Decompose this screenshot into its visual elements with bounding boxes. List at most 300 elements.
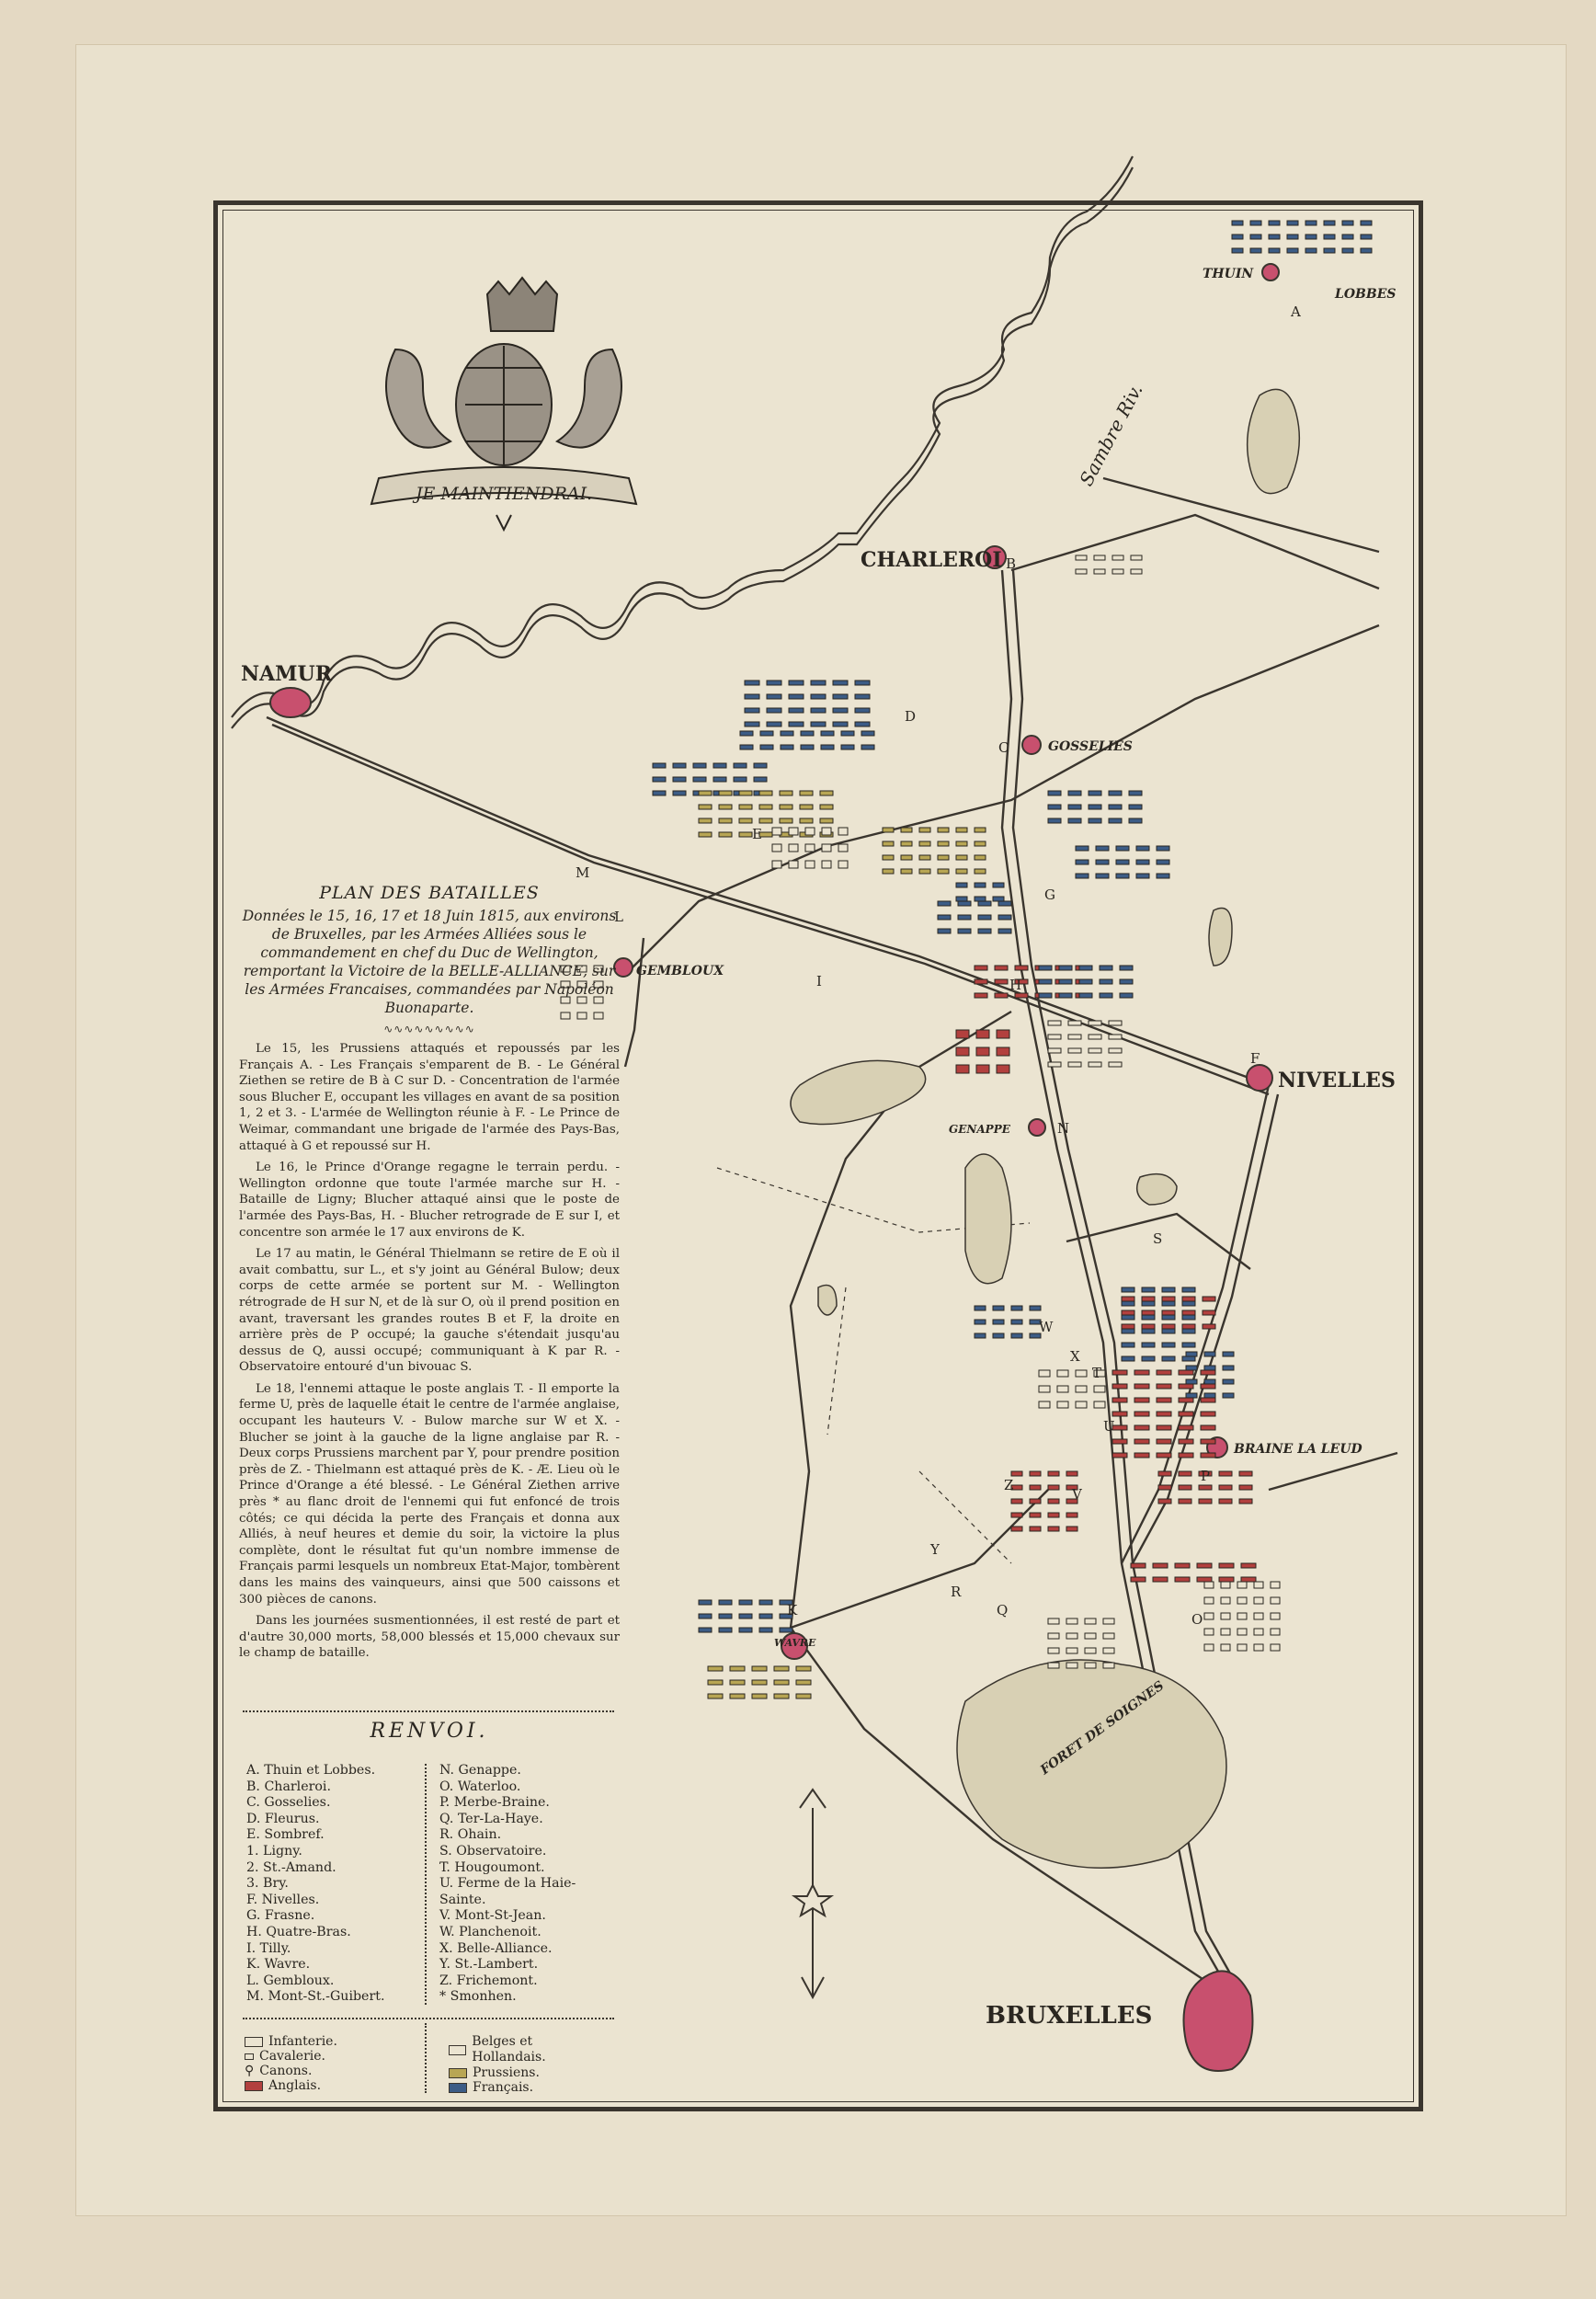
troop-block [1048,1485,1059,1490]
troop-block [1134,1425,1149,1430]
troop-block [958,915,971,920]
troop-block [1039,979,1052,984]
troop-block [780,791,792,795]
position-letter: C [998,739,1009,756]
troop-block [1269,234,1280,239]
position-letter: E [752,826,762,842]
infanterie-swatch [245,2037,263,2047]
troop-block [1182,1310,1195,1315]
belges-swatch [449,2045,466,2055]
troop-block [1162,1356,1175,1361]
troop-block [767,681,781,685]
troop-block [796,1666,811,1671]
troop-block [919,869,930,874]
troop-block [861,745,874,749]
troop-block [855,681,870,685]
troop-block [699,832,712,837]
troop-block [1096,846,1109,851]
troop-block [1136,860,1149,864]
position-letter: N [1057,1120,1070,1137]
troop-block [956,1030,969,1038]
renvoi-entry: K. Wavre. [246,1957,311,1973]
troop-block [956,841,967,846]
position-letter: V [1072,1486,1082,1503]
troop-block [1076,1401,1087,1408]
troop-block [1157,860,1169,864]
troop-block [719,1614,732,1618]
label-nivelles: NIVELLES [1278,1069,1396,1092]
troop-block [1287,221,1298,225]
troop-block [1237,1582,1247,1588]
troop-block [995,966,1008,970]
troop-block [1057,1370,1068,1377]
troop-block [754,777,767,782]
troop-block [1221,1597,1230,1604]
troop-block [1221,1644,1230,1651]
troop-block [1030,1513,1041,1517]
troop-block [1134,1384,1149,1389]
troop-block [752,1666,767,1671]
troop-block [975,883,986,887]
troop-block [772,861,781,868]
troop-block [855,722,870,726]
troop-block [883,841,894,846]
troop-block [1219,1577,1234,1582]
troop-block [699,1614,712,1618]
troop-block [1066,1513,1077,1517]
renvoi-entry: Q. Ter-La-Haye. [439,1811,543,1826]
troop-block [1122,1329,1134,1333]
troop-block [1048,1499,1059,1504]
troop-block [1011,1320,1022,1324]
canon-icon: ⚲ [245,2064,255,2078]
troop-block [1201,1425,1215,1430]
troop-block [1179,1425,1193,1430]
troop-block [1179,1439,1193,1444]
renvoi-entry: G. Frasne. [246,1908,315,1924]
troop-block [883,855,894,860]
troop-block [1204,1582,1214,1588]
troop-block [699,805,712,809]
troop-block [1085,1633,1096,1639]
troop-block [1254,1613,1263,1619]
troop-block [1162,1329,1175,1333]
renvoi-entry: S. Observatoire. [439,1843,547,1859]
troop-block [1162,1301,1175,1306]
troop-block [1239,1485,1252,1490]
troop-block [1122,1297,1134,1301]
troop-block [1030,1306,1041,1310]
label-charleroi: CHARLEROI [861,548,1002,572]
troop-block [1199,1485,1212,1490]
troop-block [998,901,1011,906]
troop-block [789,828,798,835]
troop-block [1142,1301,1155,1306]
town-bruxelles [1184,1971,1253,2071]
troop-block [745,694,759,699]
troop-block [730,1694,745,1699]
troop-block [1076,846,1089,851]
troop-block [1204,1597,1214,1604]
troop-block [1186,1352,1197,1356]
troop-block [752,1680,767,1685]
troop-block [1030,1471,1041,1476]
town-genappe [1029,1119,1045,1136]
troop-block [1142,1315,1155,1320]
troop-block [1048,1633,1059,1639]
position-letter: U [1103,1418,1115,1435]
troop-block [1221,1582,1230,1588]
troop-block [993,883,1004,887]
renvoi-entry: P. Merbe-Braine. [439,1795,550,1811]
troop-block [1076,1370,1087,1377]
troop-block [1237,1613,1247,1619]
troop-block [975,979,987,984]
troop-block [796,1694,811,1699]
position-letter: O [1191,1611,1203,1628]
troop-block [1182,1315,1195,1320]
troop-block [1039,966,1052,970]
troop-block [1324,234,1335,239]
troop-block [956,869,967,874]
troop-block [740,745,753,749]
troop-block [975,1306,986,1310]
troop-block [1122,1343,1134,1347]
troop-block [811,694,826,699]
troop-block [673,791,686,795]
troop-block [1120,993,1133,998]
troop-block [780,805,792,809]
troop-block [883,869,894,874]
troop-block [1153,1577,1168,1582]
troop-block [1287,234,1298,239]
legend [241,2023,618,2095]
renvoi-entry: B. Charleroi. [246,1779,331,1794]
troop-block [752,1694,767,1699]
troop-block [1030,1485,1041,1490]
position-letter: X [1070,1348,1080,1365]
label-lobbes: LOBBES [1335,287,1396,302]
troop-block [978,901,991,906]
label-gembloux: GEMBLOUX [636,964,724,978]
renvoi-entry: U. Ferme de la Haie- [439,1876,576,1892]
troop-block [1361,234,1372,239]
troop-block [1203,1324,1215,1329]
legend-cavalerie: Cavalerie. [245,2049,325,2064]
troop-block [1134,1412,1149,1416]
troop-block [1157,1453,1171,1458]
troop-block [1201,1370,1215,1375]
troop-block [1201,1398,1215,1402]
troop-block [800,791,813,795]
troop-block [739,1614,752,1618]
troop-block [956,897,967,901]
troop-block [1342,248,1353,253]
town-gosselies [1022,736,1041,754]
troop-block [1219,1485,1232,1490]
troop-block [821,745,834,749]
troop-block [1269,248,1280,253]
troop-block [978,929,991,933]
caption-title: PLAN DES BATAILLES [319,883,540,903]
troop-block [760,731,773,736]
troop-block [1048,791,1061,795]
cavalerie-swatch [245,2053,254,2060]
troop-block [1048,1527,1059,1531]
troop-block [919,855,930,860]
troop-block [1158,1499,1171,1504]
renvoi-entry: M. Mont-St.-Guibert. [246,1989,385,2005]
francais-swatch [449,2083,467,2093]
troop-block [1179,1398,1193,1402]
troop-block [719,1600,732,1605]
troop-block [1059,993,1072,998]
troop-block [938,929,951,933]
troop-block [1059,966,1072,970]
town-namur [270,688,311,717]
troop-block [976,1047,989,1056]
troop-block [997,1065,1009,1073]
troop-block [1201,1412,1215,1416]
troop-block [975,1333,986,1338]
troop-block [1162,1310,1175,1315]
troop-block [730,1680,745,1685]
troop-block [1182,1324,1195,1329]
troop-block [1057,1401,1068,1408]
troop-block [1089,818,1101,823]
troop-block [800,818,813,823]
troop-block [1079,993,1092,998]
troop-block [833,722,848,726]
troop-block [1223,1393,1234,1398]
troop-block [1134,1370,1149,1375]
troop-block [1271,1613,1280,1619]
troop-block [1066,1648,1077,1653]
troop-block [1136,874,1149,878]
troop-block [759,818,772,823]
troop-block [1179,1453,1193,1458]
troop-block [1158,1485,1171,1490]
legend-anglais: Anglais. [245,2078,321,2093]
troop-block [1162,1343,1175,1347]
troop-block [958,901,971,906]
troop-block [1039,993,1052,998]
troop-block [1079,966,1092,970]
position-letter: H [1009,977,1022,993]
troop-block [699,1628,712,1632]
troop-block [975,841,986,846]
troop-block [673,763,686,768]
troop-block [767,708,781,713]
troop-block [1287,248,1298,253]
troop-block [1100,993,1112,998]
troop-block [1129,818,1142,823]
troop-block [1142,1329,1155,1333]
troop-block [772,828,781,835]
troop-block [1142,1324,1155,1329]
troop-block [693,777,706,782]
troop-block [975,897,986,901]
troop-block [745,722,759,726]
battle-caption [239,883,620,1667]
troop-block [1182,1297,1195,1301]
troop-block [1219,1471,1232,1476]
troop-block [1096,874,1109,878]
troop-block [734,777,747,782]
troop-block [1068,1021,1081,1025]
troop-block [1157,1412,1171,1416]
troop-block [841,745,854,749]
troop-block [1116,846,1129,851]
troop-block [1175,1563,1190,1568]
troop-block [653,763,666,768]
caption-subtitle: Données le 15, 16, 17 et 18 Juin 1815, aux environs de Bruxelles, par les Armées Alliées sous le commandement en chef du Duc de Wellington, remportant la Victoire de la BELLE-ALLIANCE, sur les Armées Francaises, commandées par Napoléon Buonaparte. [242,908,617,1016]
troop-block [838,844,848,852]
troop-block [1162,1315,1175,1320]
troop-block [901,828,912,832]
troop-block [1179,1499,1191,1504]
troop-block [822,861,831,868]
troop-block [976,1065,989,1073]
troop-block [789,708,804,713]
troop-block [1179,1412,1193,1416]
troop-block [1103,1633,1114,1639]
troop-block [1157,1439,1171,1444]
troop-block [1134,1453,1149,1458]
troop-block [1361,221,1372,225]
renvoi-entry: V. Mont-St-Jean. [439,1908,546,1924]
position-letter: L [614,909,623,925]
troop-block [1122,1287,1134,1292]
position-letter: T [1092,1365,1102,1381]
troop-block [1015,966,1028,970]
troop-block [1204,1379,1215,1384]
troop-block [1342,234,1353,239]
renvoi-entry: Sainte. [439,1892,486,1907]
troop-block [653,791,666,795]
troop-block [1182,1301,1195,1306]
renvoi-entry: X. Belle-Alliance. [439,1940,553,1956]
troop-block [956,1065,969,1073]
troop-block [1131,1577,1146,1582]
troop-block [1157,1398,1171,1402]
troop-block [1089,805,1101,809]
troop-block [1112,1384,1127,1389]
troop-block [789,861,798,868]
legend-separator [425,2023,428,2093]
troop-block [1199,1499,1212,1504]
troop-block [1204,1393,1215,1398]
troop-block [1011,1471,1022,1476]
troop-block [789,694,804,699]
troop-block [1066,1663,1077,1668]
troop-block [805,844,815,852]
renvoi-right-column [439,1763,576,2006]
troop-block [1122,1324,1134,1329]
troop-block [1048,1048,1061,1053]
troop-block [938,869,949,874]
troop-block [975,869,986,874]
motto-label: JE MAINTIENDRAI. [415,484,593,504]
renvoi-entry: W. Planchenoit. [439,1924,542,1939]
position-letter: A [1291,303,1301,320]
troop-block [1109,805,1122,809]
troop-block [739,1628,752,1632]
renvoi-entry: 3. Bry. [246,1876,289,1892]
position-letter: S [1153,1230,1163,1247]
troop-block [754,763,767,768]
troop-block [1011,1333,1022,1338]
troop-block [673,777,686,782]
troop-block [1182,1287,1195,1292]
troop-block [708,1694,723,1699]
renvoi-entry: F. Nivelles. [246,1892,320,1907]
troop-block [719,1628,732,1632]
troop-block [1089,1062,1101,1067]
troop-block [956,883,967,887]
troop-block [1342,221,1353,225]
troop-block [1112,1398,1127,1402]
troop-block [861,731,874,736]
troop-block [1142,1343,1155,1347]
troop-block [1201,1439,1215,1444]
troop-block [1066,1618,1077,1624]
renvoi-entry: Z. Frichemont. [439,1973,538,1988]
caption-paragraph: Dans les journées susmentionnées, il est resté de part et d'autre 30,000 morts, 58,000 blessés et 15,000 chevaux sur le champ de bataille. [239,1614,620,1661]
troop-block [1048,1035,1061,1039]
troop-block [1162,1287,1175,1292]
troop-block [740,731,753,736]
troop-block [1079,979,1092,984]
troop-block [745,708,759,713]
troop-block [1186,1379,1197,1384]
town-nivelles [1247,1065,1272,1091]
troop-block [1122,1310,1134,1315]
troop-block [759,791,772,795]
troop-block [759,1600,772,1605]
troop-block [1250,234,1261,239]
troop-block [1271,1629,1280,1635]
troop-block [1239,1499,1252,1504]
troop-block [1066,1527,1077,1531]
troop-block [1048,1618,1059,1624]
troop-block [1085,1663,1096,1668]
position-letter: I [816,973,822,989]
troop-block [1030,1527,1041,1531]
troop-block [1182,1356,1195,1361]
troop-block [1011,1499,1022,1504]
troop-block [1112,555,1123,560]
renvoi-entry: 1. Ligny. [246,1843,302,1859]
troop-block [997,1047,1009,1056]
troop-block [1305,234,1317,239]
label-wavre: WAVRE [774,1637,816,1649]
troop-block [739,1600,752,1605]
troop-block [1254,1582,1263,1588]
troop-block [938,915,951,920]
troop-block [811,722,826,726]
renvoi-separator [425,1764,428,2005]
sambre-river [232,156,1133,728]
troop-block [855,708,870,713]
renvoi-entry: D. Fleurus. [246,1811,320,1826]
troop-block [1094,1401,1105,1408]
troop-block [919,841,930,846]
troop-block [1201,1384,1215,1389]
troop-block [713,763,726,768]
troop-block [1059,979,1072,984]
legend-prussiens: Prussiens. [449,2065,540,2080]
